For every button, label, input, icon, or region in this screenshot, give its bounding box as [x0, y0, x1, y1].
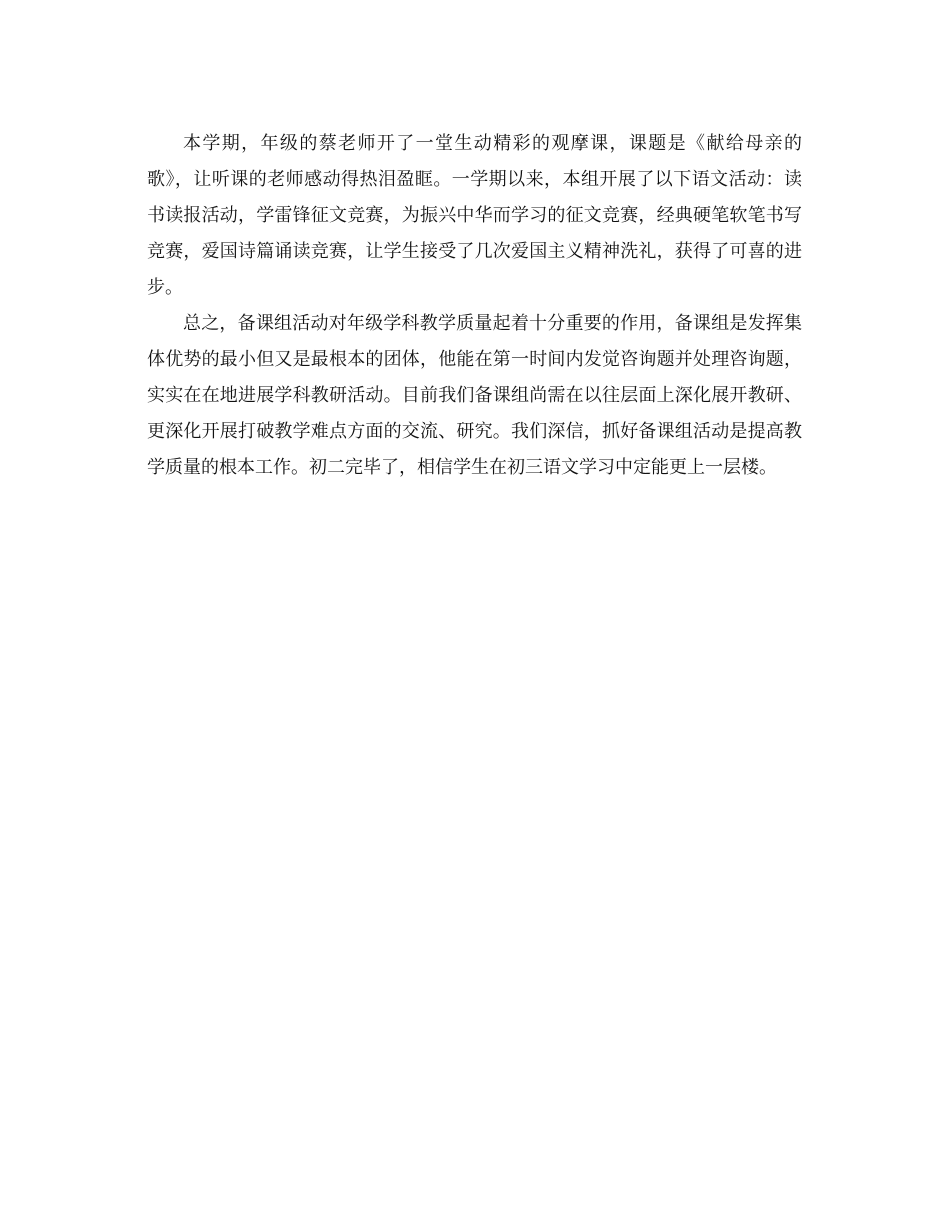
paragraph-summary: 总之，备课组活动对年级学科教学质量起着十分重要的作用，备课组是发挥集体优势的最小但又是最根本的团体，他能在第一时间内发觉咨询题并处理咨询题，实实在在地进展学科教研活动。目前我们备课组尚需在以往层面上深化展开教研、更深化开展打破教学难点方面的交流、研究。我们深信，抓好备课组活动是提高教学质量的根本工作。初二完毕了，相信学生在初三语文学习中定能更上一层楼。 — [147, 313, 802, 478]
paragraph-activities: 本学期，年级的蔡老师开了一堂生动精彩的观摩课，课题是《献给母亲的歌》，让听课的老师感动得热泪盈眶。一学期以来，本组开展了以下语文活动：读书读报活动，学雷锋征文竞赛，为振兴中华而学习的征文竞赛，经典硬笔软笔书写竞赛，爱国诗篇诵读竞赛，让学生接受了几次爱国主义精神洗礼，获得了可喜的进步。 — [147, 133, 802, 298]
document-body — [147, 126, 802, 486]
